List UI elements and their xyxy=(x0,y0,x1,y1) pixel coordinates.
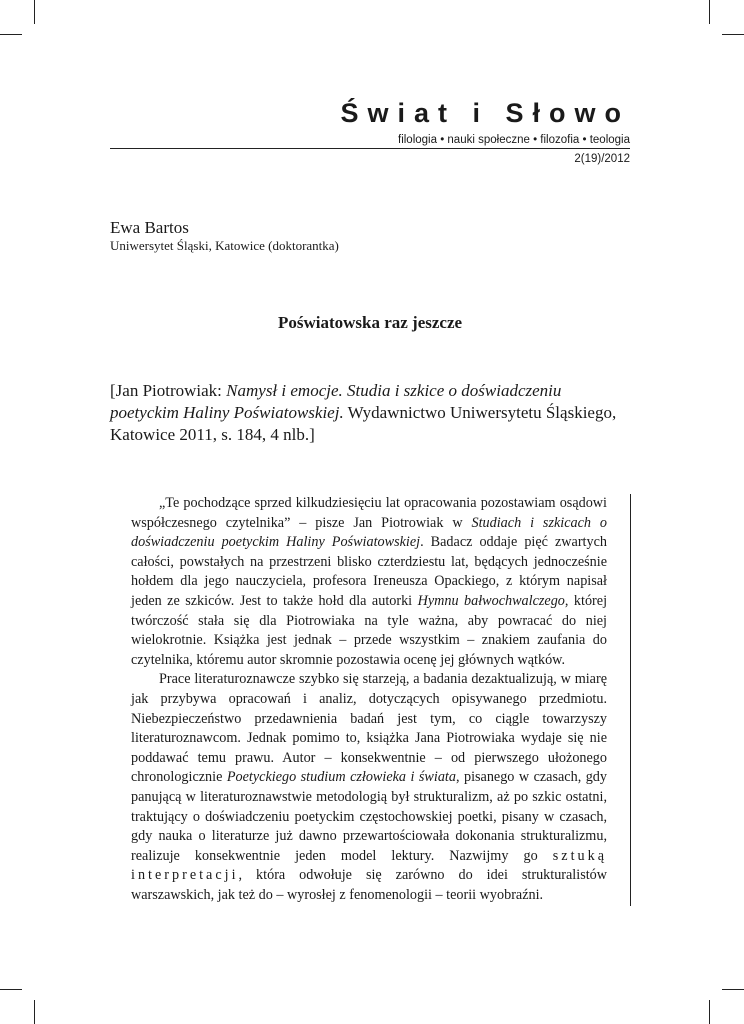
paragraph-2 xyxy=(131,670,607,905)
header-divider xyxy=(110,148,630,149)
crop-mark-bottom-left-h xyxy=(0,989,22,990)
crop-mark-top-right xyxy=(709,0,710,24)
article-body xyxy=(131,494,607,905)
crop-mark-bottom-right-h xyxy=(722,989,744,990)
margin-rule xyxy=(630,494,631,906)
journal-title: Świat i Słowo xyxy=(340,98,630,128)
crop-mark-top-left xyxy=(34,0,35,24)
crop-mark-top-right-h xyxy=(722,34,744,35)
crop-mark-bottom-right xyxy=(709,1000,710,1024)
p1-text-e: , której twórczość stała się dla Piotrowiaka na tyle ważna, aby powracać do niej wielokrotnie. Książka jest jednak – przede wszystkim – znakiem zaufania do czytelnika, któremu autor skromnie pozostawia ocenę jej głównych wątków. xyxy=(131,592,608,668)
p2-text-a: Prace literaturoznawcze szybko się starzeją, a badania dezaktualizują, w miarę jak przybywa opracowań i analiz, dotyczących opisywanego przedmiotu. Niebezpieczeństwo przedawnienia badań jest tym, co ciągle towarzyszy literaturoznawcom. Jednak pomimo to, książka Jana Piotrowiaka wydaje się nie poddawać temu prawu. Autor – konsekwentnie – od pierwszego ułożonego chronologicznie xyxy=(131,671,607,786)
citation-publisher: Wydawnictwo Uniwersytetu Śląskiego, Katowice 2011, s. 184, 4 nlb.] xyxy=(110,403,617,444)
citation-book-title: Namysł i emocje. Studia i szkice o doświadczeniu poetyckim Haliny Poświatowskiej. xyxy=(110,381,562,422)
author-name: Ewa Bartos xyxy=(110,218,189,237)
p1-italic-b: Studiach i szkicach o doświadczeniu poetyckim Haliny Poświatowskiej xyxy=(131,514,607,551)
reviewed-book-citation xyxy=(110,380,630,446)
p1-italic-d: Hymnu bałwochwalczego xyxy=(417,592,565,609)
p2-spaced-d: sztuką interpretacji xyxy=(131,847,607,884)
citation-prefix: [Jan Piotrowiak: xyxy=(110,381,227,400)
p1-text-c: . Badacz oddaje pięć zwartych całości, powstałych na przestrzeni blisko czterdziestu lat, będących jednocześnie hołdem dla jego nauczyciela, profesora Ireneusza Opackiego, z którym napisał jeden ze szkiców. Jest to także hołd dla autorki xyxy=(131,534,607,609)
p1-text-a: „Te pochodzące sprzed kilkudziesięciu lat opracowania pozostawiam osądowi współczesnego czytelnika” – pisze Jan Piotrowiak w xyxy=(131,495,607,531)
crop-mark-bottom-left xyxy=(34,1000,35,1024)
author-affiliation: Uniwersytet Śląski, Katowice (doktorantka) xyxy=(110,238,339,253)
paragraph-1 xyxy=(131,494,607,670)
crop-mark-top-left-h xyxy=(0,34,22,35)
journal-subtitle: filologia • nauki społeczne • filozofia • teologia xyxy=(398,134,630,146)
p2-text-c: , pisanego w czasach, gdy panującą w literaturoznawstwie metodologią był strukturalizm, aż po szkic ostatni, traktujący o doświadczeniu poetyckim częstochowskiej poetki, pisany w czasach, gdy nauka o literaturze już dawno przewartościowała dokonania strukturalizmu, realizuje konsekwentnie jeden model lektury. Nazwijmy go xyxy=(131,769,607,864)
issue-number: 2(19)/2012 xyxy=(574,153,630,165)
p2-text-e: , która odwołuje się zarówno do idei strukturalistów warszawskich, jak też do – wyrosłej z fenomenologii – teorii wyobraźni. xyxy=(131,867,607,903)
p2-italic-b: Poetyckiego studium człowieka i świata xyxy=(226,769,456,786)
article-title: Poświatowska raz jeszcze xyxy=(277,313,463,332)
